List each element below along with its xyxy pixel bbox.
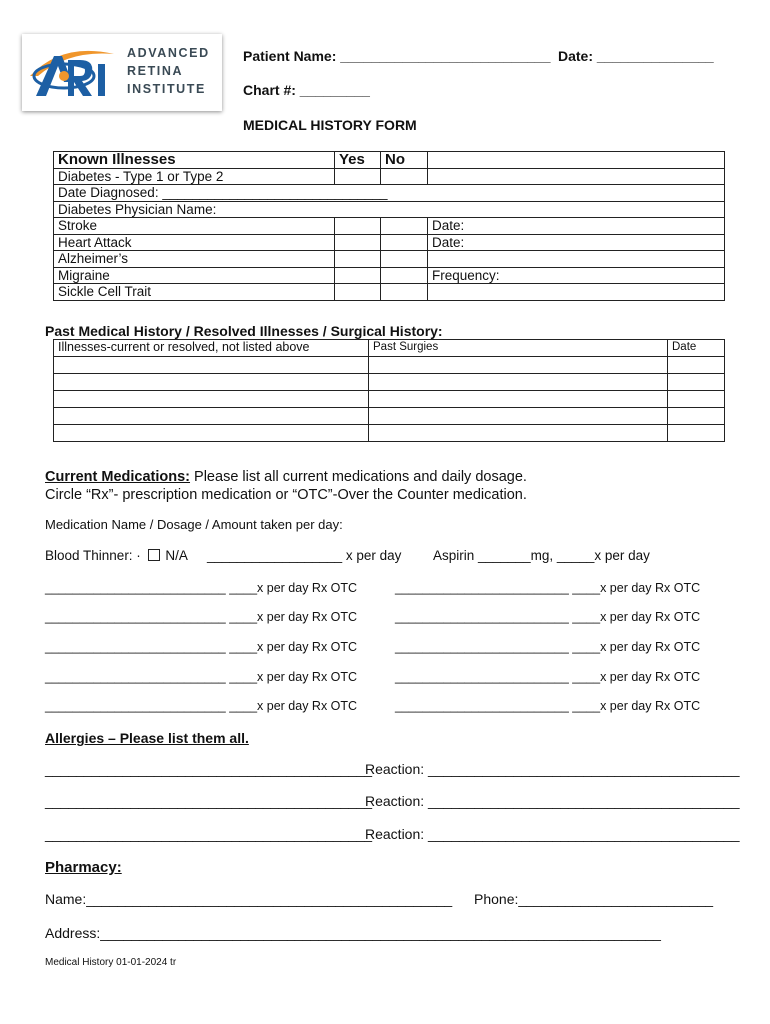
table-row — [54, 425, 725, 442]
known-illnesses-header: Known Illnesses — [54, 152, 335, 169]
table-cell[interactable] — [54, 357, 369, 374]
table-row — [54, 391, 725, 408]
medication-row[interactable]: __________________________ ____x per day Rx OTC — [45, 610, 358, 624]
table-cell[interactable] — [369, 425, 668, 442]
allergy-field[interactable]: __________________________________________ — [45, 761, 373, 777]
logo-text-line-3: INSTITUTE — [127, 82, 206, 96]
table-cell[interactable] — [369, 391, 668, 408]
table-row — [54, 267, 725, 284]
pharmacy-address-field[interactable]: Address:________________________________________________________________________ — [45, 925, 661, 941]
page-title: MEDICAL HISTORY FORM — [243, 117, 417, 133]
logo-text-line-2: RETINA — [127, 64, 184, 78]
table-row — [54, 284, 725, 301]
migraine-no-cell[interactable] — [381, 267, 428, 284]
logo-text-line-1: ADVANCED — [127, 46, 210, 60]
logo — [22, 34, 222, 111]
date-column-header: Date — [668, 340, 725, 357]
allergies-title: Allergies – Please list them all. — [45, 730, 249, 746]
medications-intro — [45, 469, 527, 485]
table-cell[interactable] — [668, 425, 725, 442]
medication-row[interactable]: __________________________ ____x per day Rx OTC — [45, 640, 358, 654]
na-checkbox[interactable] — [148, 549, 160, 561]
medication-row[interactable]: __________________________ ____x per day Rx OTC — [45, 699, 358, 713]
past-history-table — [53, 339, 725, 442]
heart-attack-no-cell[interactable] — [381, 234, 428, 251]
diabetes-label: Diabetes - Type 1 or Type 2 — [54, 168, 335, 185]
table-cell[interactable] — [668, 374, 725, 391]
medication-row[interactable]: __________________________ ____x per day Rx OTC — [45, 581, 358, 595]
table-cell[interactable] — [369, 408, 668, 425]
illnesses-column-header: Illnesses-current or resolved, not listed above — [54, 340, 369, 357]
stroke-no-cell[interactable] — [381, 218, 428, 235]
table-row — [54, 168, 725, 185]
pharmacy-name-field[interactable]: Name:_______________________________________________ — [45, 891, 453, 907]
pharmacy-title: Pharmacy: — [45, 859, 122, 876]
diabetes-physician-field[interactable]: Diabetes Physician Name: — [54, 201, 725, 218]
migraine-label: Migraine — [54, 267, 335, 284]
chart-number-field[interactable]: Chart #: _________ — [243, 82, 370, 98]
date-diagnosed-field[interactable]: Date Diagnosed: ______________________________ — [54, 185, 725, 202]
table-row — [54, 374, 725, 391]
aspirin-field[interactable]: Aspirin _______mg, _____x per day — [433, 548, 650, 563]
stroke-label: Stroke — [54, 218, 335, 235]
table-cell[interactable] — [54, 408, 369, 425]
surgeries-column-header: Past Surgies — [369, 340, 668, 357]
heart-attack-date-field[interactable]: Date: — [428, 234, 725, 251]
notes-cell[interactable] — [428, 152, 725, 169]
table-cell[interactable] — [369, 357, 668, 374]
heart-attack-label: Heart Attack — [54, 234, 335, 251]
medication-row[interactable]: _________________________ ____x per day Rx OTC — [395, 699, 701, 713]
table-row — [54, 152, 725, 169]
reaction-field[interactable]: Reaction: ________________________________________ — [365, 761, 740, 777]
medications-instructions: Please list all current medications and daily dosage. — [190, 469, 527, 485]
notes-cell[interactable] — [428, 284, 725, 301]
notes-cell[interactable] — [428, 251, 725, 268]
sickle-cell-label: Sickle Cell Trait — [54, 284, 335, 301]
medication-row[interactable]: _________________________ ____x per day Rx OTC — [395, 640, 701, 654]
table-row — [54, 185, 725, 202]
table-row — [54, 340, 725, 357]
medication-row[interactable]: _________________________ ____x per day Rx OTC — [395, 670, 701, 684]
past-history-title: Past Medical History / Resolved Illnesses / Surgical History: — [45, 323, 443, 339]
medication-name-label: Medication Name / Dosage / Amount taken per day: — [45, 517, 343, 532]
table-row — [54, 234, 725, 251]
medication-row[interactable]: _________________________ ____x per day Rx OTC — [395, 610, 701, 624]
alzheimers-yes-cell[interactable] — [335, 251, 381, 268]
table-cell[interactable] — [668, 408, 725, 425]
ari-logo-mark-icon — [22, 34, 122, 111]
blood-thinner-field[interactable]: __________________ x per day — [207, 548, 402, 563]
medication-row[interactable]: _________________________ ____x per day Rx OTC — [395, 581, 701, 595]
stroke-yes-cell[interactable] — [335, 218, 381, 235]
table-row — [54, 408, 725, 425]
diabetes-no-cell[interactable] — [381, 168, 428, 185]
rx-otc-instructions: Circle “Rx”- prescription medication or “OTC”-Over the Counter medication. — [45, 487, 527, 503]
na-label: N/A — [165, 548, 188, 563]
heart-attack-yes-cell[interactable] — [335, 234, 381, 251]
table-cell[interactable] — [54, 374, 369, 391]
medication-row[interactable]: __________________________ ____x per day Rx OTC — [45, 670, 358, 684]
table-cell[interactable] — [54, 391, 369, 408]
known-illnesses-table — [53, 151, 725, 301]
medications-title: Current Medications: — [45, 469, 191, 485]
table-cell[interactable] — [54, 425, 369, 442]
date-field[interactable]: Date: _______________ — [558, 48, 714, 64]
table-cell[interactable] — [668, 357, 725, 374]
table-row — [54, 357, 725, 374]
reaction-field[interactable]: Reaction: ________________________________________ — [365, 793, 740, 809]
table-cell[interactable] — [668, 391, 725, 408]
sickle-cell-yes-cell[interactable] — [335, 284, 381, 301]
pharmacy-phone-field[interactable]: Phone:_________________________ — [474, 891, 714, 907]
blood-thinner-label: Blood Thinner: · — [45, 548, 141, 563]
diabetes-yes-cell[interactable] — [335, 168, 381, 185]
stroke-date-field[interactable]: Date: — [428, 218, 725, 235]
migraine-frequency-field[interactable]: Frequency: — [428, 267, 725, 284]
table-row — [54, 218, 725, 235]
allergy-field[interactable]: __________________________________________ — [45, 826, 373, 842]
migraine-yes-cell[interactable] — [335, 267, 381, 284]
sickle-cell-no-cell[interactable] — [381, 284, 428, 301]
table-row — [54, 251, 725, 268]
alzheimers-label: Alzheimer’s — [54, 251, 335, 268]
yes-header: Yes — [335, 152, 381, 169]
notes-cell[interactable] — [428, 168, 725, 185]
table-row — [54, 201, 725, 218]
blood-thinner-row — [45, 548, 188, 563]
reaction-field[interactable]: Reaction: ________________________________________ — [365, 826, 740, 842]
no-header: No — [381, 152, 428, 169]
patient-name-field[interactable]: Patient Name: ___________________________ — [243, 48, 551, 64]
table-cell[interactable] — [369, 374, 668, 391]
alzheimers-no-cell[interactable] — [381, 251, 428, 268]
footer-version: Medical History 01-01-2024 tr — [45, 957, 177, 968]
allergy-field[interactable]: __________________________________________ — [45, 793, 373, 809]
